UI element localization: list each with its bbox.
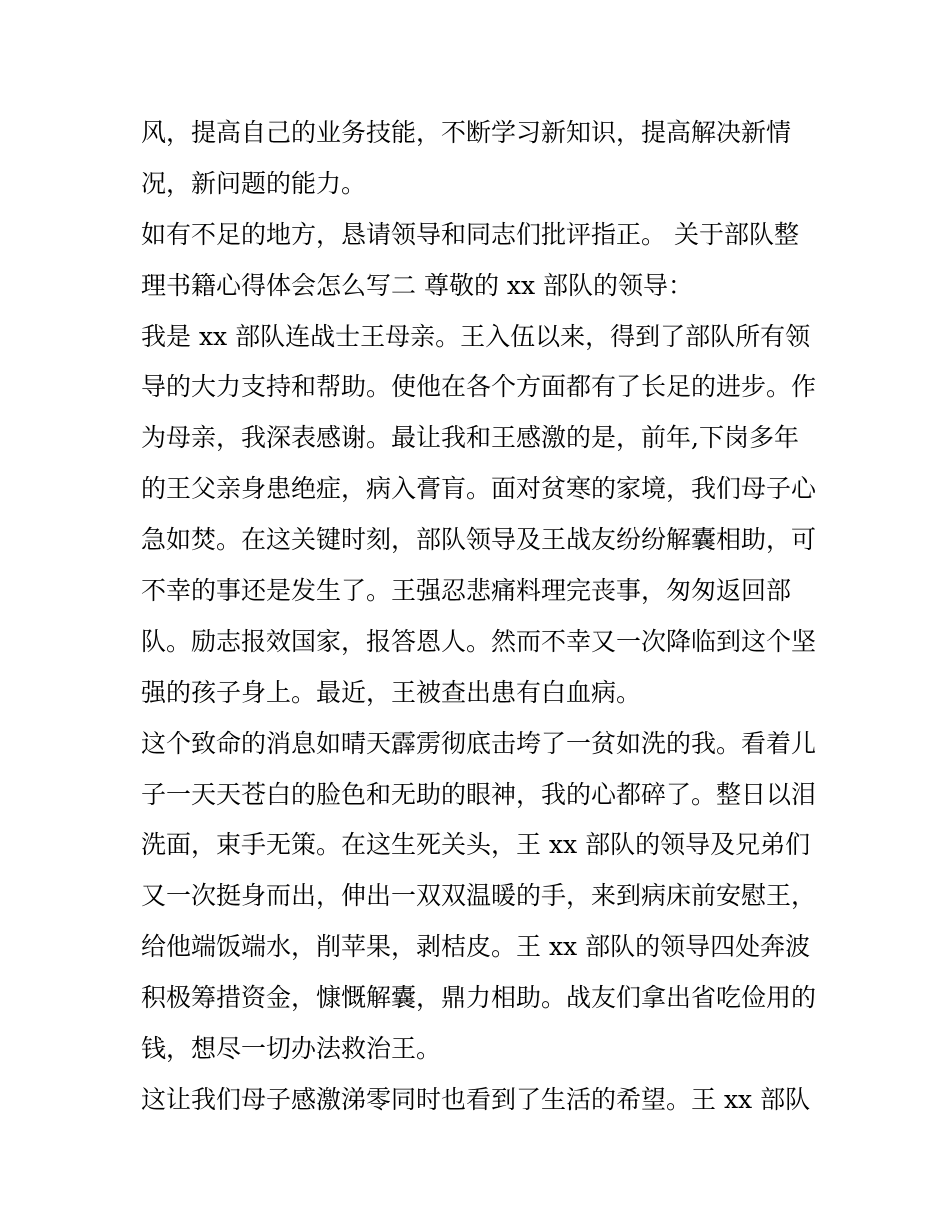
body-text <box>141 108 831 1126</box>
text-line: 队。励志报效国家，报答恩人。然而不幸又一次降临到这个坚 <box>141 626 817 656</box>
text-line: 如有不足的地方，恳请领导和同志们批评指正。 关于部队整 <box>141 219 799 249</box>
text-line: 子一天天苍白的脸色和无助的眼神，我的心都碎了。整日以泪 <box>141 779 817 809</box>
text-line: 这让我们母子感激涕零同时也看到了生活的希望。王 xx 部队 <box>141 1084 811 1114</box>
text-line: 况，新问题的能力。 <box>141 168 367 198</box>
text-line: 又一次挺身而出，伸出一双双温暖的手，来到病床前安慰王， <box>141 881 817 911</box>
text-line: 这个致命的消息如晴天霹雳彻底击垮了一贫如洗的我。看着儿 <box>141 728 817 758</box>
text-line: 洗面，束手无策。在这生死关头，王 xx 部队的领导及兄弟们 <box>141 830 811 860</box>
text-line: 理书籍心得体会怎么写二 尊敬的 xx 部队的领导： <box>141 270 694 300</box>
text-line: 为母亲，我深表感谢。最让我和王感激的是，前年,下岗多年 <box>141 423 799 453</box>
text-line: 导的大力支持和帮助。使他在各个方面都有了长足的进步。作 <box>141 372 817 402</box>
text-line: 强的孩子身上。最近，王被查出患有白血病。 <box>141 677 642 707</box>
text-line: 的王父亲身患绝症，病入膏肓。面对贫寒的家境，我们母子心 <box>141 474 817 504</box>
text-line: 不幸的事还是发生了。王强忍悲痛料理完丧事，匆匆返回部 <box>141 576 792 606</box>
text-line: 急如焚。在这关键时刻，部队领导及王战友纷纷解囊相助，可 <box>141 525 817 555</box>
text-line: 我是 xx 部队连战士王母亲。王入伍以来，得到了部队所有领 <box>141 321 811 351</box>
text-line: 钱，想尽一切办法救治王。 <box>141 1034 442 1064</box>
text-line: 给他端饭端水，削苹果，剥桔皮。王 xx 部队的领导四处奔波 <box>141 932 811 962</box>
text-line: 积极筹措资金，慷慨解囊，鼎力相助。战友们拿出省吃俭用的 <box>141 983 817 1013</box>
text-line: 风，提高自己的业务技能，不断学习新知识，提高解决新情 <box>141 118 792 147</box>
